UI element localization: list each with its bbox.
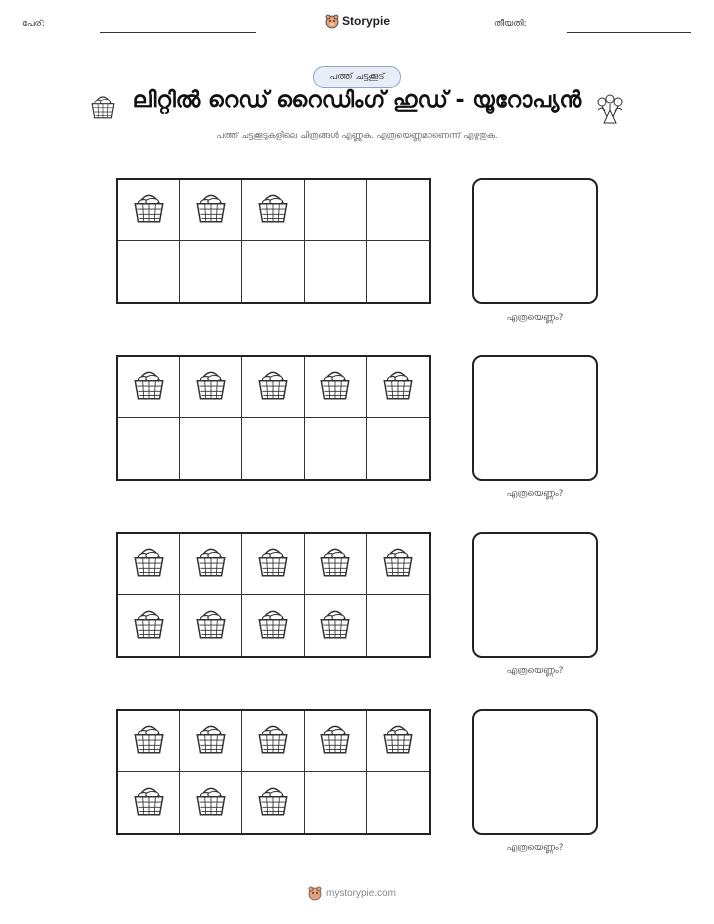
storypie-logo-icon bbox=[308, 885, 322, 901]
basket-icon bbox=[254, 365, 292, 409]
ten-frame-cell bbox=[242, 534, 304, 595]
basket-icon bbox=[379, 719, 417, 763]
answer-box-2[interactable] bbox=[472, 355, 598, 481]
ten-frame-cell bbox=[118, 357, 180, 418]
worksheet-type-badge: പത്ത് ചട്ടക്കൂട് bbox=[313, 66, 401, 88]
ten-frame-cell bbox=[305, 595, 367, 656]
ten-frame-cell bbox=[367, 180, 429, 241]
ten-frame-cell bbox=[242, 241, 304, 302]
ten-frame-cell bbox=[367, 711, 429, 772]
ten-frame-4 bbox=[116, 709, 431, 835]
basket-icon bbox=[192, 781, 230, 825]
basket-icon bbox=[254, 188, 292, 232]
name-label: പേര്: bbox=[22, 19, 45, 29]
basket-icon bbox=[130, 188, 168, 232]
answer-box-1[interactable] bbox=[472, 178, 598, 304]
basket-icon bbox=[254, 542, 292, 586]
answer-label-2: എത്രയെണ്ണം? bbox=[506, 489, 564, 499]
ten-frame-cell bbox=[367, 357, 429, 418]
basket-icon bbox=[379, 542, 417, 586]
flower-bouquet-icon bbox=[594, 90, 626, 124]
instructions-text: പത്ത് ചട്ടക്കൂടുകളിലെ ചിത്രങ്ങൾ എണ്ണുക. എത്രയെണ്ണമാണെന്ന് എഴുതുക. bbox=[216, 131, 498, 141]
ten-frame-cell bbox=[242, 711, 304, 772]
ten-frame-cell bbox=[180, 180, 242, 241]
date-field[interactable] bbox=[567, 32, 691, 33]
basket-icon bbox=[130, 542, 168, 586]
basket-icon bbox=[316, 365, 354, 409]
name-field[interactable] bbox=[100, 32, 256, 33]
ten-frame-cell bbox=[180, 241, 242, 302]
basket-icon bbox=[130, 719, 168, 763]
ten-frame-cell bbox=[305, 241, 367, 302]
ten-frame-cell bbox=[180, 357, 242, 418]
basket-icon bbox=[192, 604, 230, 648]
ten-frame-cell bbox=[367, 772, 429, 833]
date-label: തീയതി: bbox=[494, 19, 527, 29]
footer bbox=[308, 885, 396, 901]
ten-frame-cell bbox=[118, 534, 180, 595]
ten-frame-cell bbox=[367, 418, 429, 479]
ten-frame-cell bbox=[367, 534, 429, 595]
answer-box-3[interactable] bbox=[472, 532, 598, 658]
worksheet-header bbox=[0, 0, 714, 40]
basket-icon bbox=[192, 542, 230, 586]
ten-frame-cell bbox=[180, 711, 242, 772]
storypie-logo-icon bbox=[325, 13, 339, 29]
basket-icon bbox=[379, 365, 417, 409]
ten-frame-cell bbox=[180, 595, 242, 656]
ten-frame-cell bbox=[118, 241, 180, 302]
basket-icon bbox=[254, 604, 292, 648]
ten-frame-cell bbox=[305, 180, 367, 241]
basket-icon bbox=[254, 719, 292, 763]
basket-icon bbox=[130, 365, 168, 409]
basket-icon bbox=[192, 365, 230, 409]
footer-link[interactable]: mystorypie.com bbox=[326, 887, 397, 899]
ten-frame-cell bbox=[118, 595, 180, 656]
ten-frame-cell bbox=[242, 772, 304, 833]
answer-box-4[interactable] bbox=[472, 709, 598, 835]
ten-frame-cell bbox=[118, 418, 180, 479]
basket-icon bbox=[316, 719, 354, 763]
ten-frame-cell bbox=[305, 772, 367, 833]
ten-frame-cell bbox=[305, 534, 367, 595]
basket-icon bbox=[88, 92, 118, 122]
ten-frame-1 bbox=[116, 178, 431, 304]
ten-frame-cell bbox=[180, 534, 242, 595]
basket-icon bbox=[316, 542, 354, 586]
ten-frame-cell bbox=[118, 772, 180, 833]
ten-frame-cell bbox=[305, 357, 367, 418]
ten-frame-2 bbox=[116, 355, 431, 481]
worksheet-title: ലിറ്റിൽ റെഡ് റൈഡിംഗ് ഹുഡ് - യൂറോപ്യൻ bbox=[132, 88, 582, 113]
brand-name: Storypie bbox=[342, 14, 391, 28]
ten-frame-cell bbox=[180, 418, 242, 479]
ten-frame-cell bbox=[242, 418, 304, 479]
ten-frame-3 bbox=[116, 532, 431, 658]
ten-frame-cell bbox=[118, 711, 180, 772]
basket-icon bbox=[316, 604, 354, 648]
answer-label-1: എത്രയെണ്ണം? bbox=[506, 313, 564, 323]
basket-icon bbox=[192, 719, 230, 763]
basket-icon bbox=[192, 188, 230, 232]
basket-icon bbox=[130, 781, 168, 825]
ten-frame-cell bbox=[367, 595, 429, 656]
ten-frame-cell bbox=[305, 711, 367, 772]
ten-frame-cell bbox=[180, 772, 242, 833]
ten-frame-cell bbox=[367, 241, 429, 302]
ten-frame-cell bbox=[305, 418, 367, 479]
answer-label-4: എത്രയെണ്ണം? bbox=[506, 843, 564, 853]
basket-icon bbox=[130, 604, 168, 648]
ten-frame-cell bbox=[242, 595, 304, 656]
answer-label-3: എത്രയെണ്ണം? bbox=[506, 666, 564, 676]
ten-frame-cell bbox=[118, 180, 180, 241]
basket-icon bbox=[254, 781, 292, 825]
brand bbox=[325, 13, 390, 29]
ten-frame-cell bbox=[242, 180, 304, 241]
ten-frame-cell bbox=[242, 357, 304, 418]
